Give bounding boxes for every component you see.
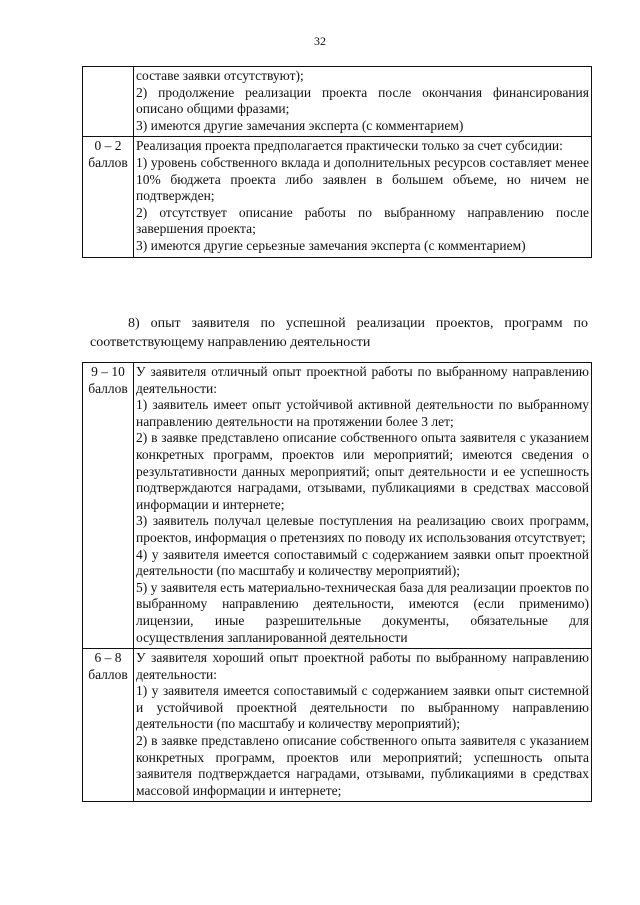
table-row bbox=[83, 649, 592, 802]
criteria-line: 2) отсутствует описание работы по выбранному направлению после завершения проекта; bbox=[136, 204, 589, 237]
criteria-line: 2) в заявке представлено описание собственного опыта заявителя с указанием конкретных программ, проектов или мероприятий; успешность опыта заявителя подтверждается наградами, отзывами, публикациями в средствах массовой информации и интернете; bbox=[136, 733, 589, 798]
score-range: 6 – 8 bbox=[94, 650, 122, 666]
criteria-line: 1) у заявителя имеется сопоставимый с содержанием заявки опыт системной и устойчивой проектной деятельности по выбранному направлению деятельности (по масштабу и количеству мероприятий); bbox=[136, 683, 589, 732]
score-range: 0 – 2 bbox=[94, 138, 122, 154]
criteria-line: Реализация проекта предполагается практически только за счет субсидии: bbox=[136, 138, 563, 154]
criteria-text-cell bbox=[134, 363, 592, 649]
page-number: 32 bbox=[314, 34, 326, 48]
score-cell bbox=[83, 363, 134, 649]
criteria-text-cell bbox=[134, 137, 592, 257]
score-unit: баллов bbox=[88, 666, 128, 682]
section-heading: 8) опыт заявителя по успешной реализации проектов, программ по соответствующему направлению деятельности bbox=[90, 316, 588, 350]
score-unit: баллов bbox=[88, 154, 128, 170]
criteria-line: 3) имеются другие серьезные замечания эксперта (с комментарием) bbox=[136, 237, 526, 253]
score-cell bbox=[83, 67, 134, 137]
criteria-text-cell bbox=[134, 649, 592, 802]
score-cell bbox=[83, 137, 134, 257]
table-row bbox=[83, 137, 592, 257]
criteria-line: 2) продолжение реализации проекта после окончания финансирования описано общими фразами; bbox=[136, 84, 589, 117]
criteria-line: 1) заявитель имеет опыт устойчивой активной деятельности по выбранному направлению деятельности на протяжении более 3 лет; bbox=[136, 397, 589, 429]
criteria-line: 3) заявитель получал целевые поступления на реализацию своих программ, проектов, информация о претензиях по поводу их использования отсутствует; bbox=[136, 513, 589, 545]
criteria-line: 2) в заявке представлено описание собственного опыта заявителя с указанием конкретных программ, проектов или мероприятий; имеются сведения о результативности данных мероприятий; опыт деятельности и ее успешность подтверждаются наградами, отзывами, публикациями в средствах массовой информации и интернете; bbox=[136, 430, 589, 512]
score-cell bbox=[83, 649, 134, 802]
score-unit: баллов bbox=[88, 380, 128, 396]
criteria-line: 5) у заявителя есть материально-техническая база для реализации проектов по выбранному направлению деятельности, имеются (если применимо) лицензии, иные разрешительные документы, обязательные для осуществления запланированной деятельности bbox=[136, 579, 589, 645]
criteria-line: составе заявки отсутствуют); bbox=[136, 68, 304, 83]
criteria-table-bottom bbox=[82, 362, 592, 802]
criteria-line: У заявителя хороший опыт проектной работы по выбранному направлению деятельности: bbox=[136, 650, 589, 682]
criteria-line: 1) уровень собственного вклада и дополнительных ресурсов составляет менее 10% бюджета проекта либо заявлен в большем объеме, но ничем не подтвержден; bbox=[136, 154, 589, 204]
criteria-table-top bbox=[82, 66, 592, 258]
table-row bbox=[83, 67, 592, 137]
table-row bbox=[83, 363, 592, 649]
criteria-line: 4) у заявителя имеется сопоставимый с содержанием заявки опыт проектной деятельности (по масштабу и количеству мероприятий); bbox=[136, 546, 589, 579]
score-range: 9 – 10 bbox=[91, 364, 125, 379]
criteria-line: У заявителя отличный опыт проектной работы по выбранному направлению деятельности: bbox=[136, 364, 589, 396]
criteria-line: 3) имеются другие замечания эксперта (с комментарием) bbox=[136, 117, 464, 133]
criteria-text-cell bbox=[134, 67, 592, 137]
